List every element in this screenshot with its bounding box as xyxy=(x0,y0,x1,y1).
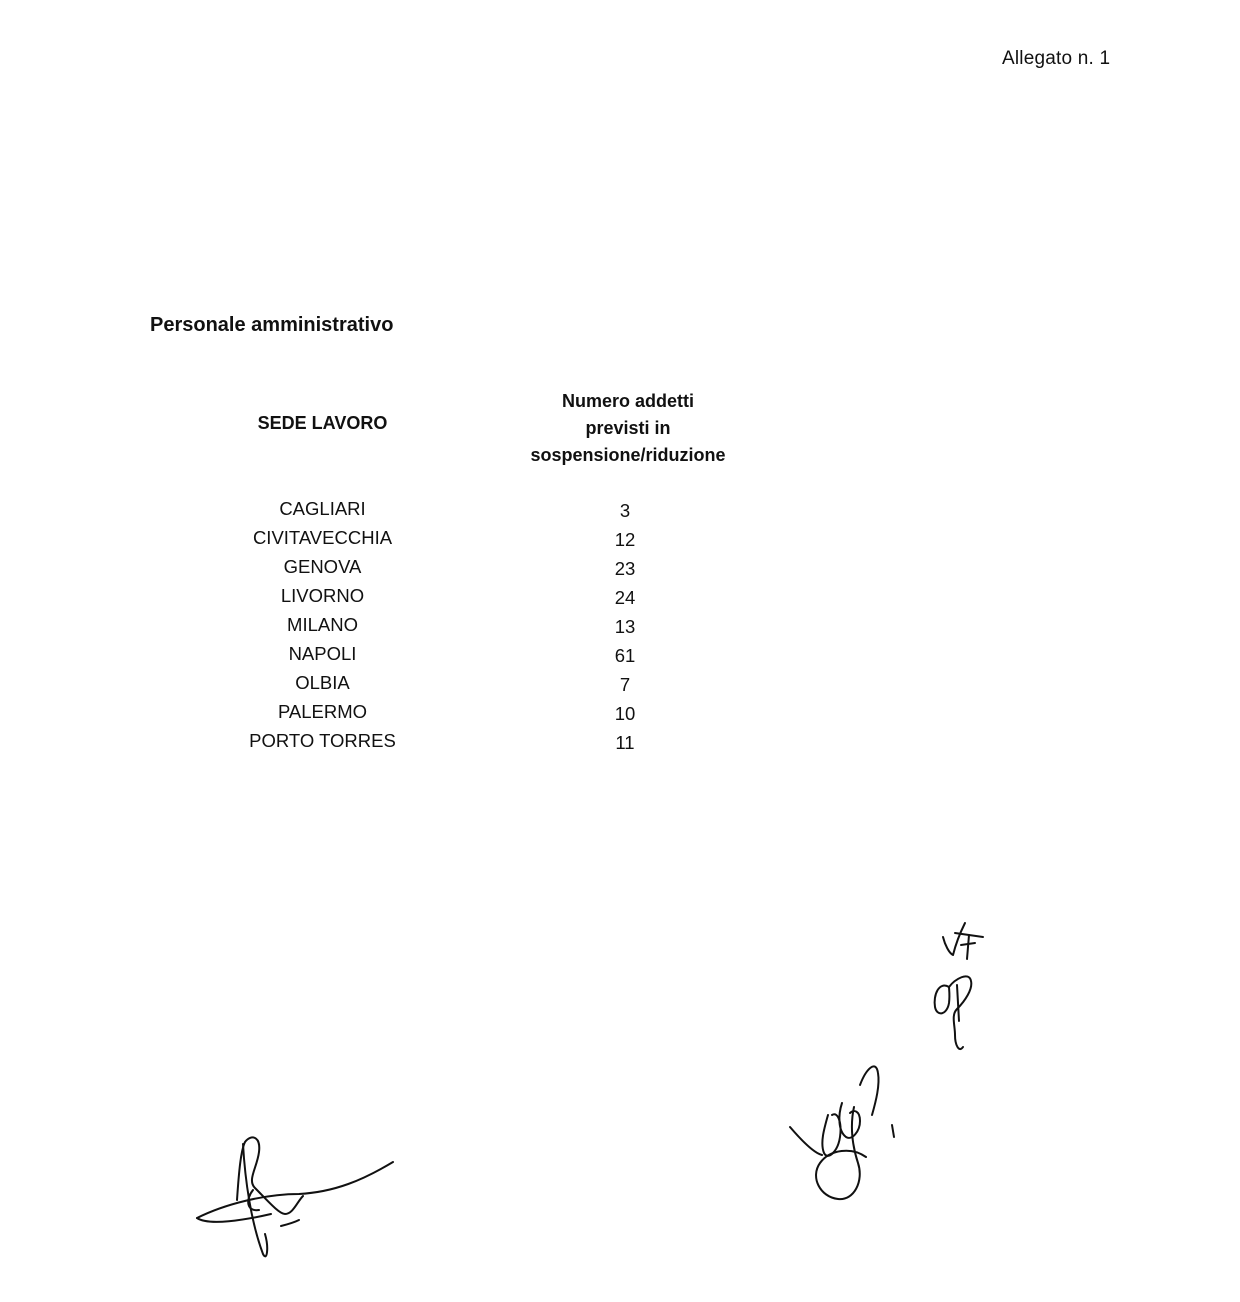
row-sede: CIVITAVECCHIA xyxy=(252,527,393,548)
column-header-numero-line3: sospensione/riduzione xyxy=(530,445,726,465)
row-sede: NAPOLI xyxy=(288,643,357,664)
handwritten-initials-signature xyxy=(925,915,995,1060)
row-numero: 12 xyxy=(614,529,636,550)
handwritten-signature-right xyxy=(780,1045,910,1210)
section-title: Personale amministrativo xyxy=(150,314,394,336)
row-sede: OLBIA xyxy=(295,672,350,693)
row-numero: 11 xyxy=(615,732,635,753)
row-sede: LIVORNO xyxy=(280,585,365,606)
row-sede: PORTO TORRES xyxy=(249,730,396,751)
table-row xyxy=(220,614,760,643)
column-header-numero-line2: previsti in xyxy=(585,418,671,438)
handwritten-signature-left xyxy=(185,1130,400,1265)
row-sede: CAGLIARI xyxy=(279,498,366,519)
attachment-number: Allegato n. 1 xyxy=(1002,48,1111,69)
column-header-sede: SEDE LAVORO xyxy=(257,413,388,433)
table-row xyxy=(220,701,760,730)
table-row xyxy=(220,730,760,759)
row-numero: 24 xyxy=(614,587,636,608)
table-row xyxy=(220,527,760,556)
table-row xyxy=(220,672,760,701)
table-row xyxy=(220,643,760,672)
table-row xyxy=(220,556,760,585)
row-numero: 10 xyxy=(614,703,636,724)
column-header-numero-line1: Numero addetti xyxy=(561,391,694,411)
row-numero: 7 xyxy=(619,674,631,695)
row-numero: 3 xyxy=(619,500,631,521)
row-sede: GENOVA xyxy=(283,556,362,577)
table-row xyxy=(220,498,760,527)
column-header-numero xyxy=(508,388,748,469)
table-row xyxy=(220,585,760,614)
row-numero: 13 xyxy=(614,616,636,637)
table-body xyxy=(220,498,760,759)
row-sede: MILANO xyxy=(287,614,358,635)
row-sede: PALERMO xyxy=(277,701,368,722)
row-numero: 61 xyxy=(614,645,636,666)
row-numero: 23 xyxy=(614,558,636,579)
